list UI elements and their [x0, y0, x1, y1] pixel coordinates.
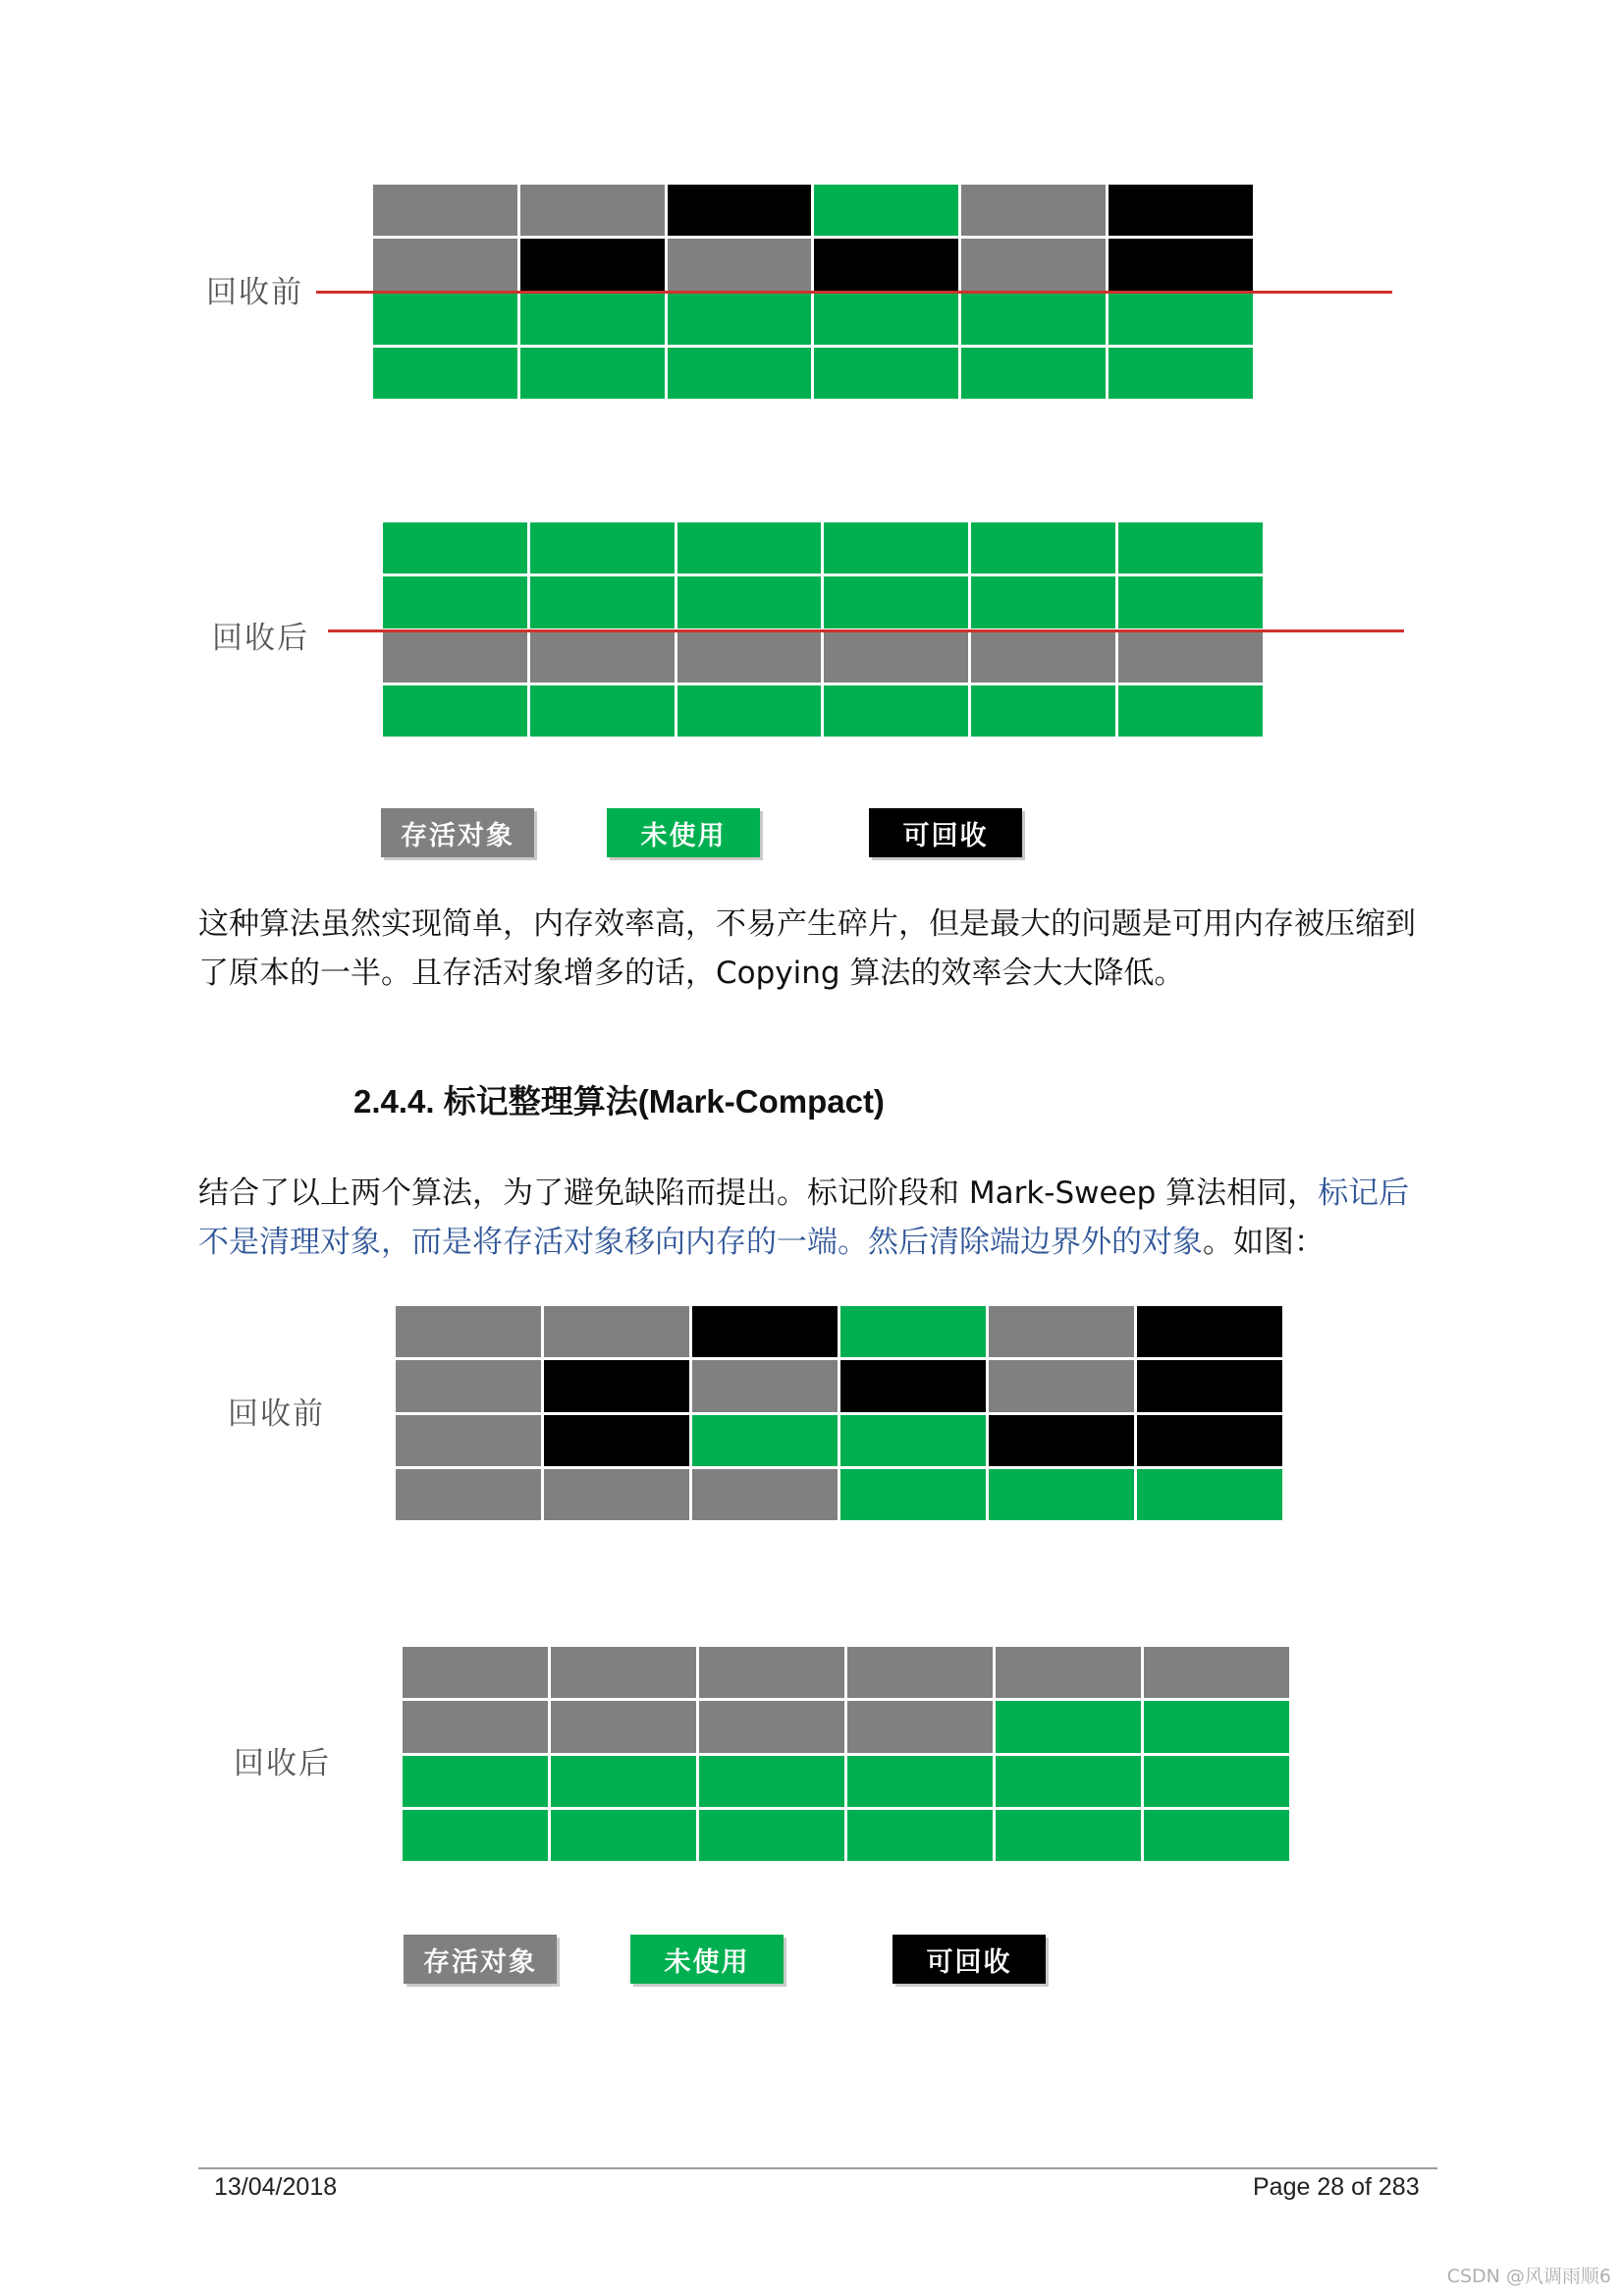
memory-block-green	[699, 1756, 844, 1807]
memory-block-gray	[551, 1647, 696, 1698]
memory-block-gray	[396, 1306, 541, 1357]
csdn-watermark: CSDN @风调雨顺6	[1446, 2266, 1611, 2287]
memory-block-green	[971, 685, 1115, 737]
memory-block-green	[996, 1810, 1141, 1861]
footer-page-number: Page 28 of 283	[1253, 2173, 1420, 2201]
paragraph-mark-compact-highlight: 标记后不是清理对象，而是将存活对象移向内存的一端。然后清除端边界外的对象	[198, 1175, 1410, 1260]
memory-block-gray	[1118, 631, 1263, 683]
memory-block-green	[840, 1469, 986, 1520]
memory-block-green	[403, 1810, 548, 1861]
diagram-1-before-red-line	[316, 291, 1392, 294]
memory-block-green	[961, 348, 1106, 399]
diagram-2-after-grid	[403, 1647, 1289, 1861]
diagram-1-legend-live: 存活对象	[381, 808, 534, 857]
memory-block-gray	[544, 1469, 689, 1520]
memory-block-gray	[692, 1360, 838, 1411]
paragraph-copying-summary: 这种算法虽然实现简单，内存效率高，不易产生碎片，但是最大的问题是可用内存被压缩到了原本的一半。且存活对象增多的话，Copying 算法的效率会大大降低。	[198, 906, 1416, 991]
memory-block-green	[1144, 1701, 1289, 1752]
memory-block-gray	[847, 1701, 993, 1752]
memory-block-black	[544, 1415, 689, 1466]
memory-block-gray	[373, 239, 517, 290]
paragraph-mark-compact-intro	[198, 1169, 1435, 1267]
memory-block-green	[530, 522, 675, 574]
memory-block-black	[989, 1415, 1134, 1466]
memory-block-green	[1137, 1469, 1282, 1520]
memory-block-black	[668, 185, 812, 236]
memory-block-green	[668, 294, 812, 345]
memory-block-black	[692, 1306, 838, 1357]
diagram-1-legend-recyclable: 可回收	[869, 808, 1022, 857]
memory-block-green	[1144, 1756, 1289, 1807]
diagram-2-legend-live: 存活对象	[404, 1935, 557, 1984]
memory-block-green	[551, 1756, 696, 1807]
memory-block-gray	[677, 631, 822, 683]
memory-block-green	[1144, 1810, 1289, 1861]
memory-block-green	[840, 1306, 986, 1357]
memory-block-gray	[520, 185, 665, 236]
memory-block-gray	[551, 1701, 696, 1752]
diagram-2-legend-unused: 未使用	[630, 1935, 784, 1984]
memory-block-green	[383, 576, 527, 628]
memory-block-green	[699, 1810, 844, 1861]
memory-block-green	[814, 185, 958, 236]
memory-block-green	[971, 576, 1115, 628]
memory-block-gray	[824, 631, 968, 683]
memory-block-green	[1109, 348, 1253, 399]
diagram-1-after-red-line	[328, 629, 1404, 632]
memory-block-gray	[961, 239, 1106, 290]
memory-block-black	[1137, 1415, 1282, 1466]
memory-block-green	[677, 522, 822, 574]
memory-block-black	[544, 1360, 689, 1411]
memory-block-green	[840, 1415, 986, 1466]
diagram-2-legend-recyclable: 可回收	[893, 1935, 1046, 1984]
memory-block-green	[520, 294, 665, 345]
memory-block-gray	[403, 1701, 548, 1752]
memory-block-green	[383, 685, 527, 737]
memory-block-gray	[996, 1647, 1141, 1698]
memory-block-green	[668, 348, 812, 399]
memory-block-green	[373, 294, 517, 345]
memory-block-green	[1109, 294, 1253, 345]
memory-block-gray	[699, 1701, 844, 1752]
memory-block-black	[814, 239, 958, 290]
diagram-1-after-label: 回收后	[212, 621, 309, 656]
memory-block-green	[814, 348, 958, 399]
memory-block-gray	[383, 631, 527, 683]
memory-block-green	[530, 576, 675, 628]
memory-block-green	[530, 685, 675, 737]
footer-divider	[198, 2167, 1437, 2169]
diagram-2-after-label: 回收后	[234, 1746, 331, 1781]
memory-block-green	[383, 522, 527, 574]
memory-block-green	[520, 348, 665, 399]
diagram-1-before-label: 回收前	[206, 275, 303, 310]
memory-block-gray	[847, 1647, 993, 1698]
memory-block-gray	[373, 185, 517, 236]
memory-block-gray	[668, 239, 812, 290]
memory-block-gray	[692, 1469, 838, 1520]
memory-block-gray	[396, 1415, 541, 1466]
memory-block-green	[1118, 522, 1263, 574]
memory-block-black	[1137, 1306, 1282, 1357]
memory-block-green	[824, 522, 968, 574]
diagram-1-legend-unused: 未使用	[607, 808, 760, 857]
memory-block-gray	[989, 1306, 1134, 1357]
memory-block-green	[971, 522, 1115, 574]
memory-block-black	[1137, 1360, 1282, 1411]
memory-block-gray	[530, 631, 675, 683]
paragraph-mark-compact-text-1: 结合了以上两个算法，为了避免缺陷而提出。标记阶段和 Mark-Sweep 算法相同，	[198, 1175, 1319, 1211]
memory-block-green	[847, 1810, 993, 1861]
memory-block-gray	[961, 185, 1106, 236]
memory-block-green	[989, 1469, 1134, 1520]
memory-block-gray	[403, 1647, 548, 1698]
memory-block-green	[996, 1701, 1141, 1752]
memory-block-green	[677, 576, 822, 628]
memory-block-green	[373, 348, 517, 399]
footer-date: 13/04/2018	[214, 2173, 338, 2201]
memory-block-black	[1109, 185, 1253, 236]
memory-block-green	[824, 576, 968, 628]
section-heading-mark-compact: 2.4.4. 标记整理算法(Mark-Compact)	[353, 1083, 885, 1120]
memory-block-green	[961, 294, 1106, 345]
memory-block-black	[1109, 239, 1253, 290]
memory-block-green	[1118, 576, 1263, 628]
memory-block-green	[996, 1756, 1141, 1807]
memory-block-green	[551, 1810, 696, 1861]
memory-block-green	[814, 294, 958, 345]
memory-block-green	[1118, 685, 1263, 737]
memory-block-green	[847, 1756, 993, 1807]
diagram-2-before-grid	[396, 1306, 1282, 1520]
memory-block-gray	[396, 1469, 541, 1520]
memory-block-green	[403, 1756, 548, 1807]
memory-block-gray	[544, 1306, 689, 1357]
memory-block-black	[840, 1360, 986, 1411]
diagram-2-before-label: 回收前	[228, 1396, 325, 1432]
memory-block-gray	[699, 1647, 844, 1698]
paragraph-mark-compact-text-2: 。如图：	[1203, 1225, 1325, 1260]
memory-block-gray	[989, 1360, 1134, 1411]
memory-block-green	[824, 685, 968, 737]
memory-block-green	[692, 1415, 838, 1466]
memory-block-green	[677, 685, 822, 737]
memory-block-gray	[396, 1360, 541, 1411]
memory-block-gray	[971, 631, 1115, 683]
memory-block-gray	[1144, 1647, 1289, 1698]
memory-block-black	[520, 239, 665, 290]
